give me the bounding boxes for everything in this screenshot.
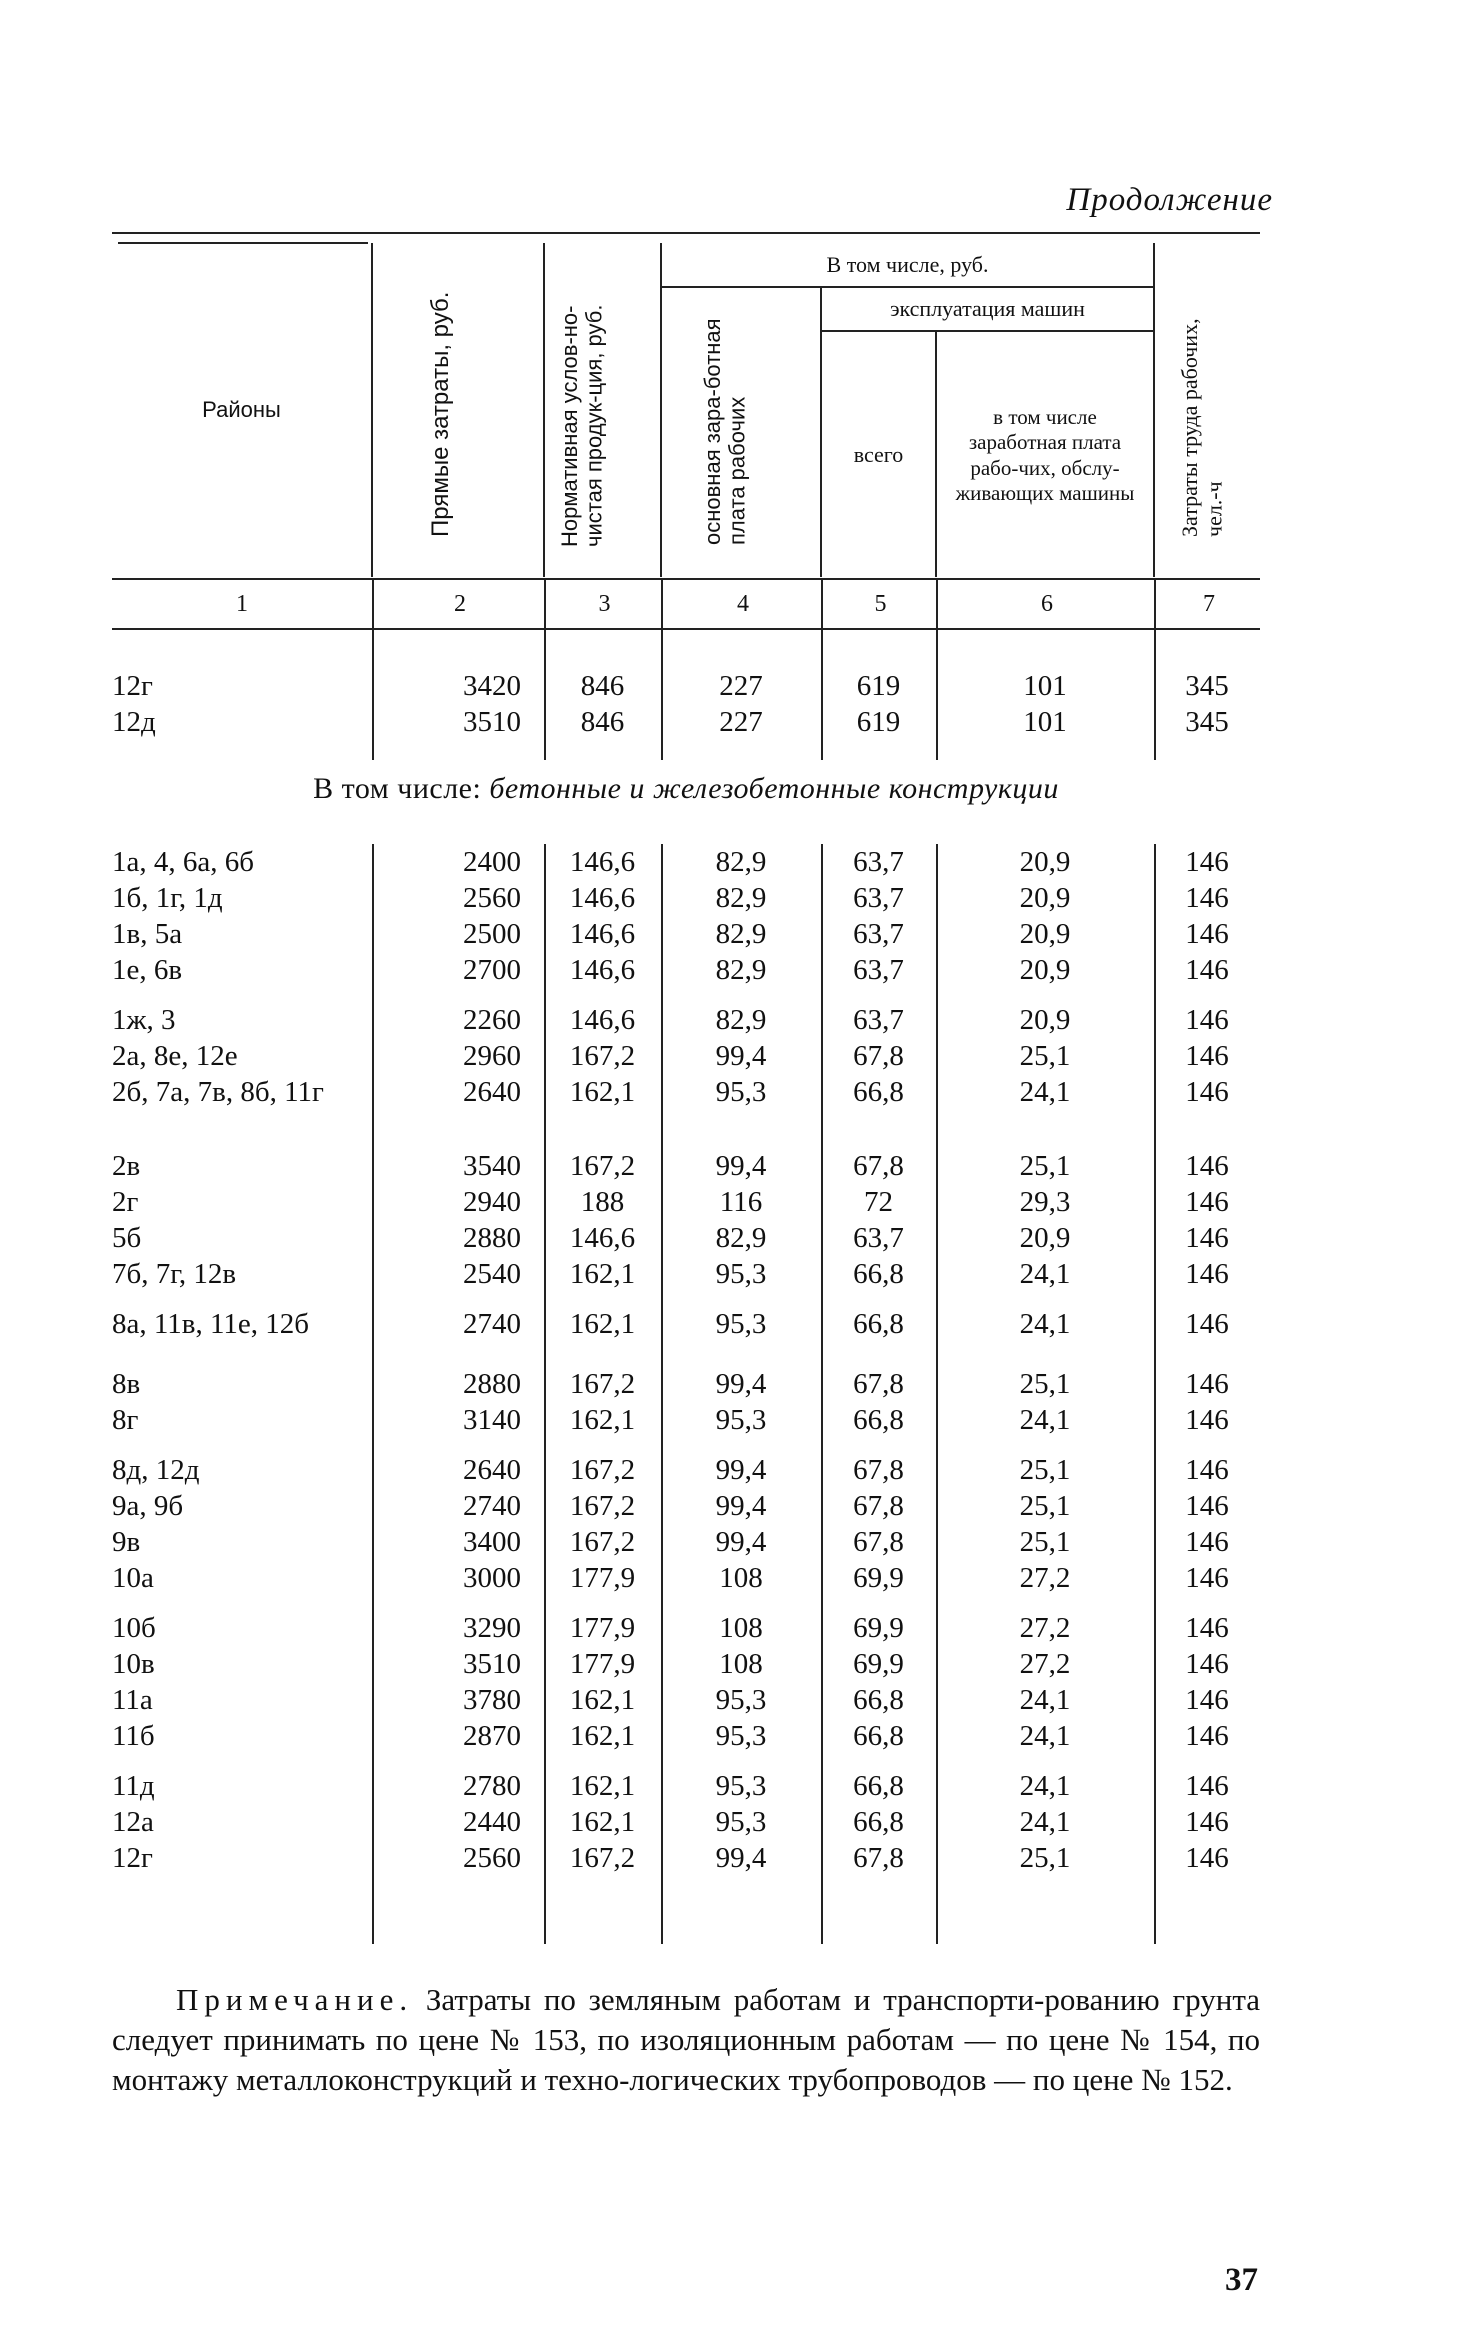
row-cell-c3: 162,1 [569, 1720, 636, 1752]
row-cell-c7: 146 [1185, 1806, 1229, 1838]
row-cell-c5: 67,8 [853, 1842, 904, 1874]
row-cell-c6: 20,9 [1019, 954, 1071, 986]
page-number: 37 [1225, 2262, 1258, 2298]
colnum-2: 2 [372, 580, 546, 628]
row-district: 2а, 8е, 12е [112, 1040, 238, 1072]
row-cell-c3: 146,6 [569, 1222, 636, 1254]
top-rows-block [112, 626, 1260, 760]
row-cell-c6: 20,9 [1019, 882, 1071, 914]
row-cell-c5: 63,7 [853, 918, 904, 950]
row-cell-c6: 27,2 [1019, 1648, 1071, 1680]
table-top-rule [112, 232, 1260, 234]
row-cell-c2: 3780 [463, 1684, 521, 1716]
row-cell-c7: 146 [1185, 1684, 1229, 1716]
table-row [112, 1840, 1260, 1876]
row-cell-c4: 95,3 [715, 1308, 767, 1340]
row-cell-c5: 67,8 [853, 1150, 904, 1182]
row-cell-c3: 167,2 [569, 1454, 636, 1486]
row-cell-c2: 3510 [463, 1648, 521, 1680]
row-cell-c4: 82,9 [715, 1222, 767, 1254]
table-row [112, 1256, 1260, 1292]
row-district: 10а [112, 1562, 154, 1594]
colnum-4: 4 [661, 580, 823, 628]
header-zatraty-truda [1154, 243, 1260, 577]
table-row [112, 1366, 1260, 1402]
row-cell-c7: 146 [1185, 1150, 1229, 1182]
table-row [112, 1148, 1260, 1184]
row-cell-c2: 2780 [463, 1770, 521, 1802]
row-cell-c5: 63,7 [853, 846, 904, 878]
colnum-3: 3 [544, 580, 663, 628]
row-cell-c2: 2640 [463, 1076, 521, 1108]
row-cell-c4: 227 [719, 706, 763, 738]
row-cell-c3: 167,2 [569, 1040, 636, 1072]
row-cell-c5: 63,7 [853, 1222, 904, 1254]
row-cell-c7: 146 [1185, 1040, 1229, 1072]
row-cell-c5: 67,8 [853, 1454, 904, 1486]
row-cell-c3: 146,6 [569, 882, 636, 914]
row-cell-c7: 146 [1185, 846, 1229, 878]
row-cell-c4: 99,4 [715, 1454, 767, 1486]
row-cell-c4: 95,3 [715, 1720, 767, 1752]
row-cell-c3: 162,1 [569, 1770, 636, 1802]
row-cell-c4: 116 [719, 1186, 763, 1218]
row-cell-c5: 63,7 [853, 1004, 904, 1036]
row-cell-c4: 95,3 [715, 1770, 767, 1802]
row-cell-c5: 69,9 [853, 1562, 904, 1594]
row-cell-c4: 108 [719, 1612, 763, 1644]
row-district: 11д [112, 1770, 155, 1802]
row-cell-c6: 25,1 [1019, 1454, 1071, 1486]
row-cell-c6: 29,3 [1019, 1186, 1071, 1218]
row-cell-c7: 146 [1185, 1648, 1229, 1680]
table-row [112, 844, 1260, 880]
row-cell-c5: 66,8 [853, 1258, 904, 1290]
table-row [112, 916, 1260, 952]
row-cell-c2: 2440 [463, 1806, 521, 1838]
row-cell-c6: 20,9 [1019, 846, 1071, 878]
row-cell-c5: 66,8 [853, 1806, 904, 1838]
row-district: 1б, 1г, 1д [112, 882, 223, 914]
table-row [112, 1524, 1260, 1560]
row-district: 12г [112, 1842, 153, 1874]
row-district: 11а [112, 1684, 153, 1716]
continuation-label: Продолжение [1066, 182, 1273, 218]
row-cell-c2: 2940 [463, 1186, 521, 1218]
row-cell-c2: 3420 [463, 670, 521, 702]
row-cell-c7: 146 [1185, 1612, 1229, 1644]
row-cell-c4: 82,9 [715, 954, 767, 986]
row-cell-c4: 95,3 [715, 1258, 767, 1290]
table-row [112, 1488, 1260, 1524]
row-cell-c2: 2880 [463, 1368, 521, 1400]
row-cell-c6: 24,1 [1019, 1404, 1071, 1436]
table-row [112, 1038, 1260, 1074]
row-cell-c6: 24,1 [1019, 1720, 1071, 1752]
row-cell-c4: 99,4 [715, 1842, 767, 1874]
row-cell-c2: 2700 [463, 954, 521, 986]
table-row [112, 1646, 1260, 1682]
row-cell-c4: 95,3 [715, 1684, 767, 1716]
row-cell-c7: 146 [1185, 1076, 1229, 1108]
row-cell-c2: 3000 [463, 1562, 521, 1594]
row-cell-c7: 146 [1185, 1368, 1229, 1400]
header-ekspluatatsiya [821, 287, 1154, 331]
row-cell-c4: 95,3 [715, 1404, 767, 1436]
footnote-label: Примечание. [176, 1982, 414, 2017]
row-cell-c6: 24,1 [1019, 1258, 1071, 1290]
row-cell-c2: 2870 [463, 1720, 521, 1752]
header-v-tom-chisle-zp-label: в том числе заработная плата рабо-чих, обслу-живающих машины [955, 404, 1135, 505]
section-prefix: В том числе: [313, 772, 482, 805]
header-ekspluatatsiya-label: эксплуатация машин [890, 296, 1085, 322]
row-cell-c5: 69,9 [853, 1612, 904, 1644]
row-cell-c2: 3140 [463, 1404, 521, 1436]
row-cell-c7: 146 [1185, 1454, 1229, 1486]
row-cell-c3: 167,2 [569, 1526, 636, 1558]
row-cell-c3: 162,1 [569, 1684, 636, 1716]
row-cell-c3: 177,9 [569, 1648, 636, 1680]
row-cell-c7: 146 [1185, 1842, 1229, 1874]
row-cell-c4: 99,4 [715, 1040, 767, 1072]
row-cell-c7: 146 [1185, 1770, 1229, 1802]
row-cell-c6: 25,1 [1019, 1842, 1071, 1874]
row-district: 1е, 6в [112, 954, 183, 986]
row-cell-c5: 63,7 [853, 954, 904, 986]
table-row [112, 1718, 1260, 1754]
row-cell-c3: 177,9 [569, 1612, 636, 1644]
table-row [112, 1804, 1260, 1840]
row-cell-c4: 82,9 [715, 1004, 767, 1036]
row-cell-c4: 82,9 [715, 846, 767, 878]
row-cell-c4: 95,3 [715, 1076, 767, 1108]
row-district: 8д, 12д [112, 1454, 200, 1486]
row-cell-c6: 101 [1023, 706, 1067, 738]
row-cell-c6: 25,1 [1019, 1040, 1071, 1072]
column-number-row [112, 578, 1260, 630]
table-row [112, 704, 1260, 740]
row-cell-c2: 2560 [463, 882, 521, 914]
row-district: 8в [112, 1368, 141, 1400]
row-cell-c7: 146 [1185, 1404, 1229, 1436]
row-cell-c7: 345 [1185, 706, 1229, 738]
row-cell-c6: 25,1 [1019, 1368, 1071, 1400]
header-pryamye-label: Прямые затраты, руб. [427, 291, 454, 538]
row-cell-c6: 25,1 [1019, 1150, 1071, 1182]
header-v-tom-chisle-zp [936, 331, 1154, 577]
row-cell-c6: 25,1 [1019, 1490, 1071, 1522]
row-cell-c3: 162,1 [569, 1806, 636, 1838]
header-rayony [112, 243, 372, 577]
row-cell-c6: 24,1 [1019, 1770, 1071, 1802]
table-row [112, 1220, 1260, 1256]
row-cell-c7: 146 [1185, 1490, 1229, 1522]
header-zatraty-truda-label: Затраты труда рабочих, чел.-ч [1176, 318, 1227, 538]
table-row [112, 1682, 1260, 1718]
header-rayony-label: Районы [202, 397, 281, 423]
row-cell-c3: 146,6 [569, 846, 636, 878]
row-cell-c6: 101 [1023, 670, 1067, 702]
header-vsego-label: всего [853, 441, 904, 467]
row-cell-c3: 146,6 [569, 1004, 636, 1036]
table-row [112, 668, 1260, 704]
row-cell-c7: 146 [1185, 918, 1229, 950]
row-cell-c3: 177,9 [569, 1562, 636, 1594]
colnum-1: 1 [236, 591, 248, 617]
colnum-6: 6 [936, 580, 1156, 628]
row-cell-c3: 167,2 [569, 1490, 636, 1522]
row-cell-c2: 2260 [463, 1004, 521, 1036]
row-cell-c7: 146 [1185, 954, 1229, 986]
row-cell-c3: 846 [580, 706, 625, 738]
row-cell-c2: 2540 [463, 1258, 521, 1290]
row-cell-c3: 167,2 [569, 1842, 636, 1874]
row-cell-c5: 67,8 [853, 1368, 904, 1400]
row-cell-c7: 146 [1185, 1222, 1229, 1254]
row-district: 8а, 11в, 11е, 12б [112, 1308, 310, 1340]
header-pryamye [372, 243, 544, 577]
table-row [112, 1768, 1260, 1804]
row-cell-c7: 146 [1185, 1720, 1229, 1752]
table-row [112, 1074, 1260, 1146]
row-cell-c2: 3400 [463, 1526, 521, 1558]
row-cell-c6: 27,2 [1019, 1612, 1071, 1644]
row-cell-c7: 146 [1185, 1186, 1229, 1218]
row-cell-c2: 2400 [463, 846, 521, 878]
row-cell-c3: 162,1 [569, 1258, 636, 1290]
header-osnovnaya [661, 287, 821, 577]
row-cell-c2: 2880 [463, 1222, 521, 1254]
row-cell-c5: 66,8 [853, 1684, 904, 1716]
row-cell-c6: 25,1 [1019, 1526, 1071, 1558]
row-cell-c3: 188 [580, 1186, 625, 1218]
row-district: 2б, 7а, 7в, 8б, 11г [112, 1076, 324, 1108]
table-row [112, 880, 1260, 916]
row-cell-c3: 146,6 [569, 954, 636, 986]
footnote-text: Затраты по земляным работам и транспорти-рованию грунта следует принимать по цене № 153, по изоляционным работам — по цене № 154, по монтажу металлоконструкций и техно-логических трубопроводов — по цене № 152. [112, 1982, 1261, 2097]
row-cell-c3: 162,1 [569, 1404, 636, 1436]
row-cell-c4: 108 [719, 1648, 763, 1680]
table-row [112, 1452, 1260, 1488]
row-cell-c3: 146,6 [569, 918, 636, 950]
row-cell-c2: 2500 [463, 918, 521, 950]
table-row [112, 1560, 1260, 1596]
row-district: 2г [112, 1186, 139, 1218]
row-cell-c5: 69,9 [853, 1648, 904, 1680]
row-district: 9в [112, 1526, 141, 1558]
header-v-tom-chisle [661, 243, 1154, 287]
row-cell-c5: 67,8 [853, 1040, 904, 1072]
row-cell-c7: 146 [1185, 1258, 1229, 1290]
footnote [112, 1980, 1260, 2100]
row-cell-c5: 67,8 [853, 1490, 904, 1522]
row-district: 10в [112, 1648, 155, 1680]
row-cell-c7: 146 [1185, 1562, 1229, 1594]
row-district: 9а, 9б [112, 1490, 184, 1522]
section-heading [112, 772, 1260, 806]
row-district: 11б [112, 1720, 155, 1752]
row-district: 12д [112, 706, 156, 738]
row-cell-c4: 227 [719, 670, 763, 702]
row-cell-c3: 846 [580, 670, 625, 702]
row-cell-c6: 20,9 [1019, 918, 1071, 950]
row-cell-c6: 27,2 [1019, 1562, 1071, 1594]
row-cell-c3: 167,2 [569, 1368, 636, 1400]
row-cell-c3: 162,1 [569, 1308, 636, 1340]
table-row [112, 1610, 1260, 1646]
header-v-tom-chisle-label: В том числе, руб. [826, 251, 989, 277]
row-district: 1а, 4, 6а, 6б [112, 846, 254, 878]
section-rows-block [112, 844, 1260, 1944]
row-cell-c7: 345 [1185, 670, 1229, 702]
row-cell-c4: 82,9 [715, 882, 767, 914]
table-row [112, 952, 1260, 988]
table-row [112, 1002, 1260, 1038]
row-cell-c5: 67,8 [853, 1526, 904, 1558]
row-cell-c5: 66,8 [853, 1720, 904, 1752]
row-cell-c2: 2740 [463, 1308, 521, 1340]
row-cell-c2: 3290 [463, 1612, 521, 1644]
row-district: 12а [112, 1806, 154, 1838]
row-cell-c6: 24,1 [1019, 1308, 1071, 1340]
row-cell-c7: 146 [1185, 1004, 1229, 1036]
row-cell-c7: 146 [1185, 882, 1229, 914]
row-cell-c6: 24,1 [1019, 1684, 1071, 1716]
row-cell-c2: 3540 [463, 1150, 521, 1182]
row-cell-c2: 2960 [463, 1040, 521, 1072]
row-cell-c2: 2740 [463, 1490, 521, 1522]
row-cell-c5: 619 [856, 706, 901, 738]
row-cell-c4: 99,4 [715, 1526, 767, 1558]
row-cell-c5: 66,8 [853, 1308, 904, 1340]
row-cell-c5: 72 [864, 1186, 893, 1218]
row-cell-c4: 82,9 [715, 918, 767, 950]
row-cell-c2: 3510 [463, 706, 521, 738]
row-district: 10б [112, 1612, 156, 1644]
row-district: 5б [112, 1222, 142, 1254]
row-cell-c3: 167,2 [569, 1150, 636, 1182]
row-cell-c6: 24,1 [1019, 1076, 1071, 1108]
header-vsego [821, 331, 936, 577]
row-cell-c2: 2640 [463, 1454, 521, 1486]
section-title: бетонные и железобетонные конструкции [489, 772, 1059, 805]
row-cell-c6: 20,9 [1019, 1222, 1071, 1254]
table-header [112, 243, 1260, 577]
colnum-5: 5 [821, 580, 938, 628]
row-cell-c3: 162,1 [569, 1076, 636, 1108]
row-cell-c4: 99,4 [715, 1490, 767, 1522]
header-normativnaya [544, 243, 661, 577]
row-cell-c5: 66,8 [853, 1076, 904, 1108]
row-cell-c4: 95,3 [715, 1806, 767, 1838]
row-cell-c5: 66,8 [853, 1404, 904, 1436]
colnum-7: 7 [1154, 580, 1262, 628]
row-cell-c4: 99,4 [715, 1150, 767, 1182]
row-district: 12г [112, 670, 153, 702]
row-district: 7б, 7г, 12в [112, 1258, 237, 1290]
row-district: 1в, 5а [112, 918, 183, 950]
row-district: 8г [112, 1404, 139, 1436]
header-osnovnaya-label: основная зара-ботная плата рабочих [700, 318, 750, 545]
row-cell-c5: 619 [856, 670, 901, 702]
row-cell-c6: 20,9 [1019, 1004, 1071, 1036]
row-cell-c5: 63,7 [853, 882, 904, 914]
row-cell-c4: 108 [719, 1562, 763, 1594]
table-row [112, 1402, 1260, 1438]
row-cell-c7: 146 [1185, 1526, 1229, 1558]
table-row [112, 1184, 1260, 1220]
header-normativnaya-label: Нормативная услов-но-чистая продук-ция, руб. [556, 304, 607, 548]
row-cell-c6: 24,1 [1019, 1806, 1071, 1838]
row-cell-c7: 146 [1185, 1308, 1229, 1340]
row-district: 2в [112, 1150, 141, 1182]
row-cell-c5: 66,8 [853, 1770, 904, 1802]
row-cell-c2: 2560 [463, 1842, 521, 1874]
row-district: 1ж, 3 [112, 1004, 176, 1036]
row-cell-c4: 99,4 [715, 1368, 767, 1400]
